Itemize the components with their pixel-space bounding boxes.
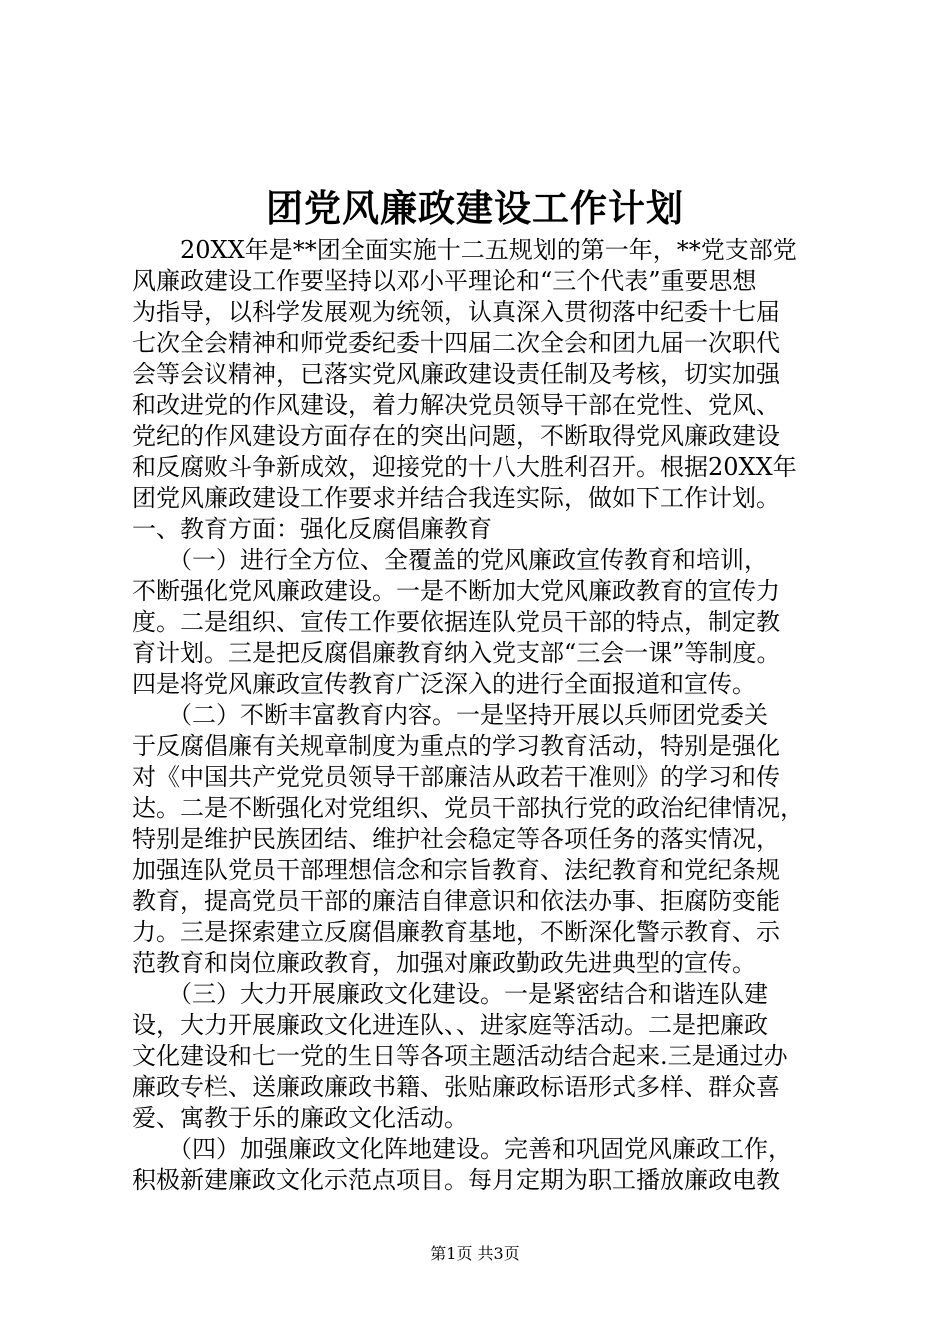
body-line: 度。二是组织、宣传工作要依据连队党员干部的特点，制定教 <box>132 608 780 636</box>
body-line: 风廉政建设工作要坚持以邓小平理论和“三个代表”重要思想 <box>132 267 757 295</box>
body-line: 廉政专栏、送廉政廉政书籍、张贴廉政标语形式多样、群众喜 <box>132 1073 780 1101</box>
body-line: （三）大力开展廉政文化建设。一是紧密结合和谐连队建 <box>132 980 768 1008</box>
body-line: 爱、寓教于乐的廉政文化活动。 <box>132 1104 468 1132</box>
body-line: 为指导，以科学发展观为统领，认真深入贯彻落中纪委十七届 <box>132 298 780 326</box>
body-line: 和改进党的作风建设，着力解决党员领导干部在党性、党风、 <box>132 391 780 419</box>
section-heading: 一、教育方面：强化反腐倡廉教育 <box>132 515 492 543</box>
body-line: （四）加强廉政文化阵地建设。完善和巩固党风廉政工作， <box>132 1135 792 1163</box>
body-line: 范教育和岗位廉政教育，加强对廉政勤政先进典型的宣传。 <box>132 949 756 977</box>
body-line: 特别是维护民族团结、维护社会稳定等各项任务的落实情况， <box>132 825 780 853</box>
body-line: 会等会议精神，已落实党风廉政建设责任制及考核，切实加强 <box>132 360 780 388</box>
body-line: 七次全会精神和师党委纪委十四届二次全会和团九届一次职代 <box>132 329 780 357</box>
body-line: 设，大力开展廉政文化进连队、、进家庭等活动。二是把廉政 <box>132 1011 768 1039</box>
body-line: 于反腐倡廉有关规章制度为重点的学习教育活动，特别是强化 <box>132 732 780 760</box>
body-line: 团党风廉政建设工作要求并结合我连实际，做如下工作计划。 <box>132 484 780 512</box>
body-line: 积极新建廉政文化示范点项目。每月定期为职工播放廉政电教 <box>132 1166 780 1194</box>
body-line: 加强连队党员干部理想信念和宗旨教育、法纪教育和党纪条规 <box>132 856 780 884</box>
body-line: 党纪的作风建设方面存在的突出问题，不断取得党风廉政建设 <box>132 422 780 450</box>
body-line: （一）进行全方位、全覆盖的党风廉政宣传教育和培训， <box>132 546 768 574</box>
body-line: 对《中国共产党党员领导干部廉洁从政若干准则》的学习和传 <box>132 763 780 791</box>
document-body <box>132 235 832 1196</box>
body-line: 育计划。三是把反腐倡廉教育纳入党支部“三会一课”等制度。 <box>132 639 781 667</box>
body-line: 教育，提高党员干部的廉洁自律意识和依法办事、拒腐防变能 <box>132 887 780 915</box>
body-line: 文化建设和七一党的生日等各项主题活动结合起来.三是通过办 <box>132 1042 788 1070</box>
body-line: 不断强化党风廉政建设。一是不断加大党风廉政教育的宣传力 <box>132 577 780 605</box>
body-line: 力。三是探索建立反腐倡廉教育基地，不断深化警示教育、示 <box>132 918 780 946</box>
body-line: 和反腐败斗争新成效，迎接党的十八大胜利召开。根据20XX年 <box>132 453 797 481</box>
page-number-footer: 第1页 共3页 <box>430 1244 520 1263</box>
body-line: 达。二是不断强化对党组织、党员干部执行党的政治纪律情况， <box>132 794 804 822</box>
body-line: （二）不断丰富教育内容。一是坚持开展以兵师团党委关 <box>132 701 768 729</box>
document-title: 团党风廉政建设工作计划 <box>266 186 684 230</box>
body-line: 四是将党风廉政宣传教育广泛深入的进行全面报道和宣传。 <box>132 670 756 698</box>
body-line: 20XX年是**团全面实施十二五规划的第一年，**党支部党 <box>132 236 797 264</box>
